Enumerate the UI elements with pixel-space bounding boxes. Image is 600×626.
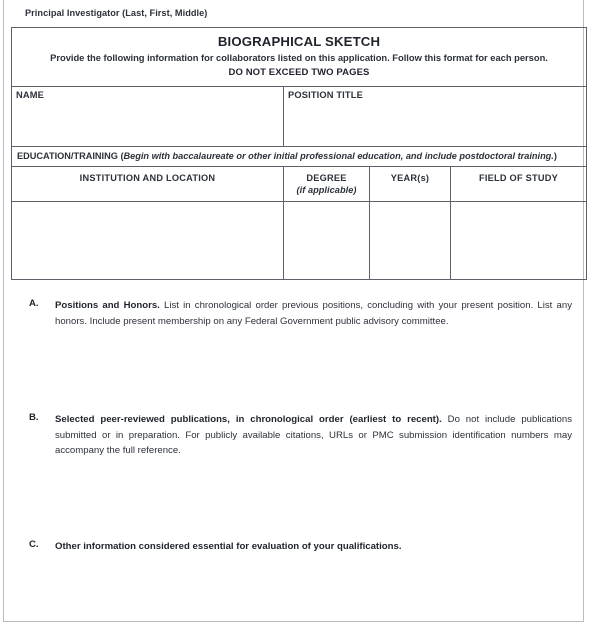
column-header-degree-sublabel: (if applicable) xyxy=(296,185,357,195)
section-c-heading: Other information considered essential for evaluation of your qualifications. xyxy=(55,540,402,552)
form-instruction: Provide the following information for collaborators listed on this application. Follow this format for each person. xyxy=(50,52,548,63)
column-header-degree xyxy=(284,167,370,202)
column-header-years xyxy=(370,167,451,202)
form-title: BIOGRAPHICAL SKETCH xyxy=(217,34,381,49)
name-label: NAME xyxy=(16,90,44,100)
education-training-heading xyxy=(17,150,586,163)
cell-institution[interactable] xyxy=(12,202,284,280)
section-a-heading: Positions and Honors. xyxy=(55,300,160,311)
section-c xyxy=(11,539,578,555)
cell-field-of-study[interactable] xyxy=(451,202,587,280)
section-a xyxy=(11,298,578,329)
principal-investigator-header: Principal Investigator (Last, First, Middle) xyxy=(25,8,208,18)
section-a-body xyxy=(55,298,572,329)
banner-row xyxy=(12,28,587,87)
education-heading-italic: Begin with baccalaureate or other initial professional education, and include postdoctoral training. xyxy=(123,151,554,161)
column-header-institution xyxy=(12,167,284,202)
section-c-body xyxy=(55,539,572,555)
education-heading-row xyxy=(12,147,587,167)
section-b-heading: Selected peer-reviewed publications, in chronological order (earliest to recent). xyxy=(55,414,442,426)
cell-years[interactable] xyxy=(370,202,451,280)
section-c-letter: C. xyxy=(29,538,39,550)
column-header-field-of-study xyxy=(451,167,587,202)
name-field-cell[interactable] xyxy=(12,87,284,147)
education-column-header-row xyxy=(12,167,587,202)
section-b-body xyxy=(55,412,572,459)
section-a-text: List in chronological order previous positions, concluding with your present position. List any honors. Include present membership on any Federal Government public advisory committee. xyxy=(55,300,572,327)
section-a-letter: A. xyxy=(29,298,39,309)
page-limit-warning: DO NOT EXCEED TWO PAGES xyxy=(228,67,370,78)
education-heading-cell xyxy=(12,147,587,167)
position-title-label: POSITION TITLE xyxy=(288,90,363,100)
cell-degree[interactable] xyxy=(284,202,370,280)
column-header-degree-label: DEGREE xyxy=(306,173,347,183)
column-header-years-label: YEAR(s) xyxy=(390,173,430,183)
education-heading-close: ) xyxy=(553,151,557,161)
education-heading-plain: EDUCATION/TRAINING ( xyxy=(17,151,124,161)
column-header-field-of-study-label: FIELD OF STUDY xyxy=(478,173,559,183)
name-position-row xyxy=(12,87,587,147)
table-row xyxy=(12,202,587,280)
section-b xyxy=(11,412,578,459)
banner-cell xyxy=(12,28,587,87)
biographical-sketch-table xyxy=(11,27,587,280)
column-header-institution-label: INSTITUTION AND LOCATION xyxy=(79,173,216,183)
position-title-field-cell[interactable] xyxy=(284,87,587,147)
section-b-letter: B. xyxy=(29,412,39,424)
section-b-text: Do not include publications submitted or in preparation. For publicly available citations, URLs or PMC submission identification numbers may accompany the full reference. xyxy=(55,414,572,457)
